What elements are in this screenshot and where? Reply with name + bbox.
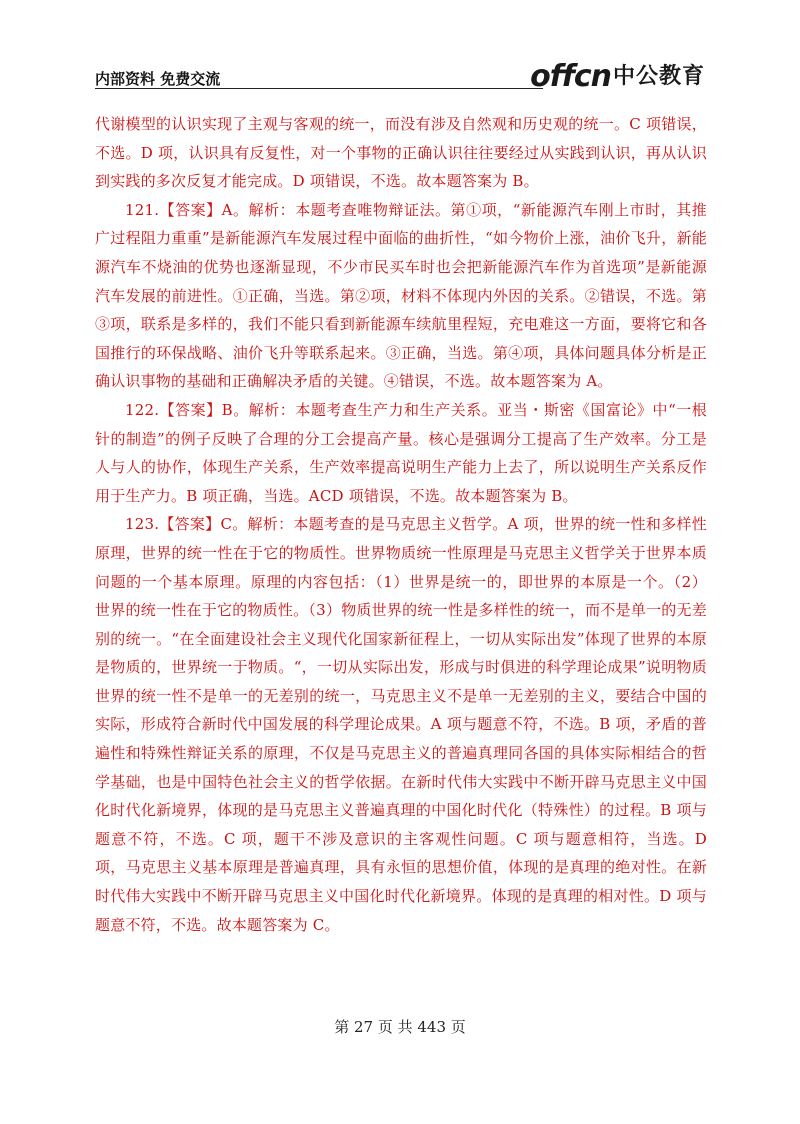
paragraph-continuation: 代谢模型的认识实现了主观与客观的统一，而没有涉及自然观和历史观的统一。C 项错误，不选。D 项，认识具有反复性，对一个事物的正确认识往往要经过从实践到认识，再从认识到实践的多次反复才能完成。D 项错误，不选。故本题答案为 B。: [95, 115, 707, 191]
page-footer: [0, 1016, 800, 1037]
page-header: [95, 58, 705, 92]
paragraph-answer-122: 122.【答案】B。解析：本题考查生产力和生产关系。亚当・斯密《国富论》中“一根针的制造”的例子反映了合理的分工会提高产量。核心是强调分工提高了生产效率。分工是人与人的协作，体现生产关系，生产效率提高说明生产能力上去了，所以说明生产关系反作用于生产力。B 项正确，当选。ACD 项错误，不选。故本题答案为 B。: [95, 400, 707, 505]
logo-latin-text: offcn: [530, 59, 611, 94]
logo-chinese-text: 中公教育: [612, 64, 705, 89]
document-body: [95, 110, 707, 939]
header-label: 内部资料 免费交流: [95, 70, 221, 88]
header-rule: [95, 88, 543, 89]
paragraph-answer-123: 123.【答案】C。解析：本题考查的是马克思主义哲学。A 项，世界的统一性和多样性原理，世界的统一性在于它的物质性。世界物质统一性原理是马克思主义哲学关于世界本质问题的一个基本原理。原理的内容包括：（1）世界是统一的，即世界的本原是一个。（2）世界的统一性在于它的物质性。（3）物质世界的统一性是多样性的统一，而不是单一的无差别的统一。“在全面建设社会主义现代化国家新征程上，一切从实际出发”体现了世界的本原是物质的，世界统一于物质。“，一切从实际出发，形成与时俱进的科学理论成果”说明物质世界的统一性不是单一的无差别的统一，马克思主义不是单一无差别的主义，要结合中国的实际，形成符合新时代中国发展的科学理论成果。A 项与题意不符，不选。B 项，矛盾的普遍性和特殊性辩证关系的原理，不仅是马克思主义的普遍真理同各国的具体实际相结合的哲学基础，也是中国特色社会主义的哲学依据。在新时代伟大实践中不断开辟马克思主义中国化时代化新境界，体现的是马克思主义普遍真理的中国化时代化（特殊性）的过程。B 项与题意不符，不选。C 项，题干不涉及意识的主客观性问题。C 项与题意相符，当选。D 项，马克思主义基本原理是普遍真理，具有永恒的思想价值，体现的是真理的绝对性。在新时代伟大实践中不断开辟马克思主义中国化时代化新境界。体现的是真理的相对性。D 项与题意不符，不选。故本题答案为 C。: [95, 515, 707, 934]
offcn-logo: [530, 58, 705, 92]
page-number: 第 27 页 共 443 页: [334, 1018, 466, 1036]
paragraph-answer-121: 121.【答案】A。解析：本题考查唯物辩证法。第①项，“新能源汽车刚上市时，其推广过程阻力重重”是新能源汽车发展过程中面临的曲折性，“如今物价上涨，油价飞升，新能源汽车不烧油的优势也逐渐显现，不少市民买车时也会把新能源汽车作为首选项”是新能源汽车发展的前进性。①正确，当选。第②项，材料不体现内外因的关系。②错误，不选。第③项，联系是多样的，我们不能只看到新能源车续航里程短，充电难这一方面，要将它和各国推行的环保战略、油价飞升等联系起来。③正确，当选。第④项，具体问题具体分析是正确认识事物的基础和正确解决矛盾的关键。④错误，不选。故本题答案为 A。: [95, 200, 707, 391]
